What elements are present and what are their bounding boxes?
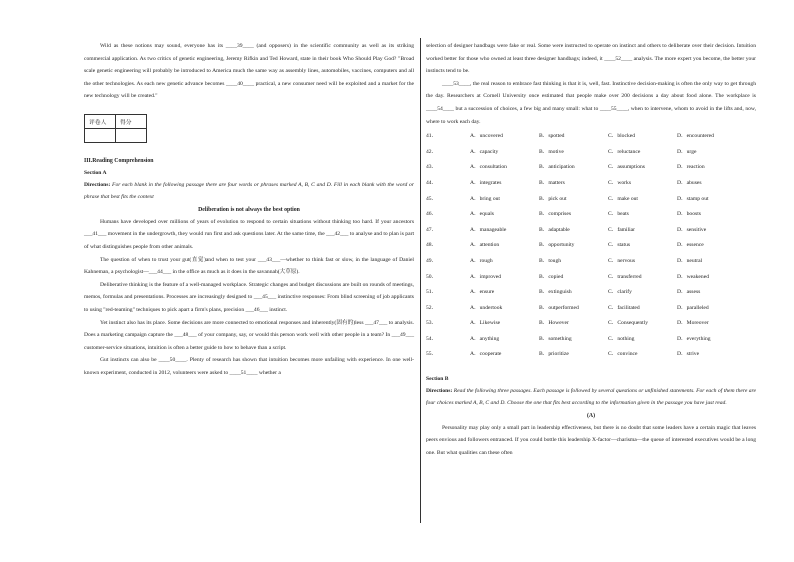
directions-text: Read the following three passages. Each passage is followed by several questions or unfinished statements. For each of them there are four choices marked A, B, C and D. Choose the one that fits best according to the information given in the passage you have just read. [426, 388, 756, 407]
option-c: C．assumptions [608, 164, 645, 171]
paragraph: Deliberative thinking is the feature of a well-managed workplace. Strategic changes and budget discussions are built on rounds of meetings, memos, formulas and presentations. Processes are increasingly designed to ___45___ instinctive responses: From blind screening of job applicants to using "red-teaming" techniques to pick apart a firm's plans, precision ___46___ instinct. [84, 281, 414, 313]
option-b: B．matters [539, 179, 565, 186]
option-b: B．prioritize [539, 351, 569, 358]
section-heading: III.Reading Comprehension [84, 157, 154, 164]
question-number: 47． [426, 226, 438, 233]
option-row-42 [426, 145, 756, 161]
passage-title: Deliberation is not always the best option [198, 206, 300, 213]
option-c: C．beats [608, 211, 629, 218]
option-b: B．opportunity [539, 242, 575, 249]
question-number: 43． [426, 164, 438, 171]
option-a: A．anything [470, 335, 500, 342]
option-d: D．neutral [677, 257, 703, 264]
option-row-43 [426, 160, 756, 176]
option-c: C．facilitated [608, 304, 640, 311]
option-row-53 [426, 316, 756, 332]
option-c: C．familiar [608, 226, 636, 233]
option-b: B．pick out [539, 195, 567, 202]
option-c: C．nervous [608, 257, 636, 264]
paragraph-53-55: ____53____, the real reason to embrace fast thinking is that it is, well, fast. Instinctive decision-making is often the only way to get through the day. Researchers at Cornell University once estimated that people make over 200 decisions a day about food alone. The workplace is ____54____ but a succession of choices, a few big and many small: what to ____55____, when to intervene, whom to avoid in the lifts and, now, where to work each day. [426, 80, 756, 125]
option-c: C．transferred [608, 273, 642, 280]
question-number: 53． [426, 320, 438, 327]
option-d: D．abuses [677, 179, 702, 186]
option-b: B．extinguish [539, 289, 572, 296]
option-b: B．copied [539, 273, 564, 280]
score-cell: 得分 [116, 114, 147, 128]
question-number: 45． [426, 195, 438, 202]
option-c: C．reluctance [608, 148, 641, 155]
option-c: C．blocked [608, 133, 636, 140]
option-row-44 [426, 176, 756, 192]
option-row-54 [426, 332, 756, 348]
option-a: A．attention [470, 242, 500, 249]
question-number: 50． [426, 273, 438, 280]
option-row-45 [426, 192, 756, 208]
option-c: C．works [608, 179, 631, 186]
question-number: 49． [426, 257, 438, 264]
paragraph-52: selection of designer handbags were fake or real. Some were instructed to operate on instinct and others to deliberate over their decision. Intuition worked better for those who owned at least three designer handbags; indeed, it ____52____ analysis. The more expert you become, the better your instincts tend to be. [426, 43, 756, 75]
option-d: D．stamp out [677, 195, 709, 202]
option-a: A．cooperate [470, 351, 502, 358]
option-d: D．essence [677, 242, 704, 249]
question-number: 55． [426, 351, 438, 358]
option-d: D．encountered [677, 133, 714, 140]
option-a: A．uncovered [470, 133, 503, 140]
option-c: C．clarify [608, 289, 632, 296]
option-d: D．reaction [677, 164, 705, 171]
option-row-51 [426, 285, 756, 301]
option-a: A．improved [470, 273, 502, 280]
option-c: C．status [608, 242, 631, 249]
option-b: B．However [539, 320, 569, 327]
option-b: B．spotted [539, 133, 565, 140]
option-a: A．undertook [470, 304, 503, 311]
option-b: B．comprises [539, 211, 572, 218]
score-table [84, 114, 147, 143]
option-a: A．equals [470, 211, 494, 218]
option-d: D．paralleled [677, 304, 709, 311]
grader-blank-cell [85, 128, 116, 142]
question-number: 51． [426, 289, 438, 296]
paragraph: Gut instincts can also be ____50____. Plenty of research has shown that intuition becomes more unfailing with experience. In one well-known experiment, conducted in 2012, volunteers were asked to ____51____ whether a [84, 357, 414, 376]
option-a: A．capacity [470, 148, 499, 155]
right-column [426, 40, 756, 460]
option-a: A．integrates [470, 179, 502, 186]
option-d: D．weakened [677, 273, 709, 280]
option-row-46 [426, 207, 756, 223]
option-a: A．consultation [470, 164, 507, 171]
option-row-49 [426, 254, 756, 270]
question-number: 41． [426, 133, 438, 140]
option-d: D．strive [677, 351, 700, 358]
option-b: B．outperformed [539, 304, 579, 311]
option-row-52 [426, 301, 756, 317]
option-c: C．Consequently [608, 320, 649, 327]
left-column [84, 40, 414, 380]
option-b: B．adaptable [539, 226, 570, 233]
question-number: 46． [426, 211, 438, 218]
option-c: C．convince [608, 351, 638, 358]
passage-a-paragraph: Personality may play only a small part in leadership effectiveness, but there is no doubt that some leaders have a certain magic that leaves peers envious and followers entranced. If you could bottle this leadership X-factor—charisma—the queue of interested executives would be a long one. But what qualities can these often [426, 424, 756, 457]
section-a-label: Section A [84, 169, 107, 176]
option-b: B．anticipation [539, 164, 575, 171]
paragraph: The question of when to trust your gut(直觉)and when to test your ___43___—whether to think fast or slow, in the language of Daniel Kahneman, a psychologist—___44___ in the office as much as it does in the savannah(大草原). [84, 256, 414, 276]
question-number: 54． [426, 335, 438, 342]
option-d: D．sensitive [677, 226, 707, 233]
question-number: 48． [426, 242, 438, 249]
option-b: B．something [539, 335, 572, 342]
option-row-48 [426, 238, 756, 254]
options-list [426, 129, 756, 363]
directions-label: Directions: [426, 388, 453, 395]
grader-cell: 评卷人 [85, 114, 116, 128]
directions-a [84, 179, 414, 204]
option-d: D．assess [677, 289, 701, 296]
option-d: D．Moreover [677, 320, 709, 327]
question-number: 42． [426, 148, 438, 155]
option-b: B．tough [539, 257, 562, 264]
paragraph: Humans have developed over millions of years of evolution to respond to certain situations without thinking too hard. If your ancestors ___41___ movement in the undergrowth, they would run first and ask questions later. At the same time, the ___42___ to analyse and to plan is part of what distinguishes people from other animals. [84, 218, 414, 250]
option-a: A．ensure [470, 289, 495, 296]
option-a: A．bring out [470, 195, 500, 202]
score-blank-cell [116, 128, 147, 142]
section-b-label: Section B [426, 376, 449, 383]
passage-label: (A) [586, 412, 596, 419]
option-row-41 [426, 129, 756, 145]
option-row-50 [426, 270, 756, 286]
option-c: C．make out [608, 195, 638, 202]
directions-label: Directions: [84, 181, 111, 188]
option-d: D．boosts [677, 211, 701, 218]
column-divider [420, 38, 421, 523]
paragraph: Yet instinct also has its place. Some decisions are more connected to emotional responses and inherently(固有的)less ___47___ to analysis. Does a marketing campaign capture the ___48___ of your company, say, or would this person work well with other people in a team? In ___49___ customer-service situations, intuition is often a better guide to how to behave than a script. [84, 319, 414, 351]
option-a: A．rough [470, 257, 493, 264]
option-c: C．nothing [608, 335, 635, 342]
question-number: 44． [426, 179, 438, 186]
option-d: D．everything [677, 335, 711, 342]
option-b: B．motive [539, 148, 564, 155]
option-d: D．urge [677, 148, 697, 155]
option-row-47 [426, 223, 756, 239]
option-row-55 [426, 347, 756, 363]
directions-text: For each blank in the following passage there are four words or phrases marked A, B, C and D. Fill in each blank with the word or phrase that best fits the context [84, 181, 414, 201]
question-number: 52． [426, 304, 438, 311]
paragraph-39-40: Wild as these notions may sound, everyone has its ____39____ (and opposers) in the scientific community as well as its striking commercial application. As two critics of genetic engineering, Jeremy Rifkin and Ted Howard, state in their book Who Should Play God? "Broad scale genetic engineering will probably be introduced to America much the same way as assembly lines, automobiles, vaccines, computers and all the other technologies. As each new genetic advance becomes ____40____ practical, a new consumer need will be exploited and a market for the new technology will be created." [84, 43, 414, 100]
option-a: A．Likewise [470, 320, 501, 327]
option-a: A．manageable [470, 226, 507, 233]
directions-b [426, 385, 756, 410]
